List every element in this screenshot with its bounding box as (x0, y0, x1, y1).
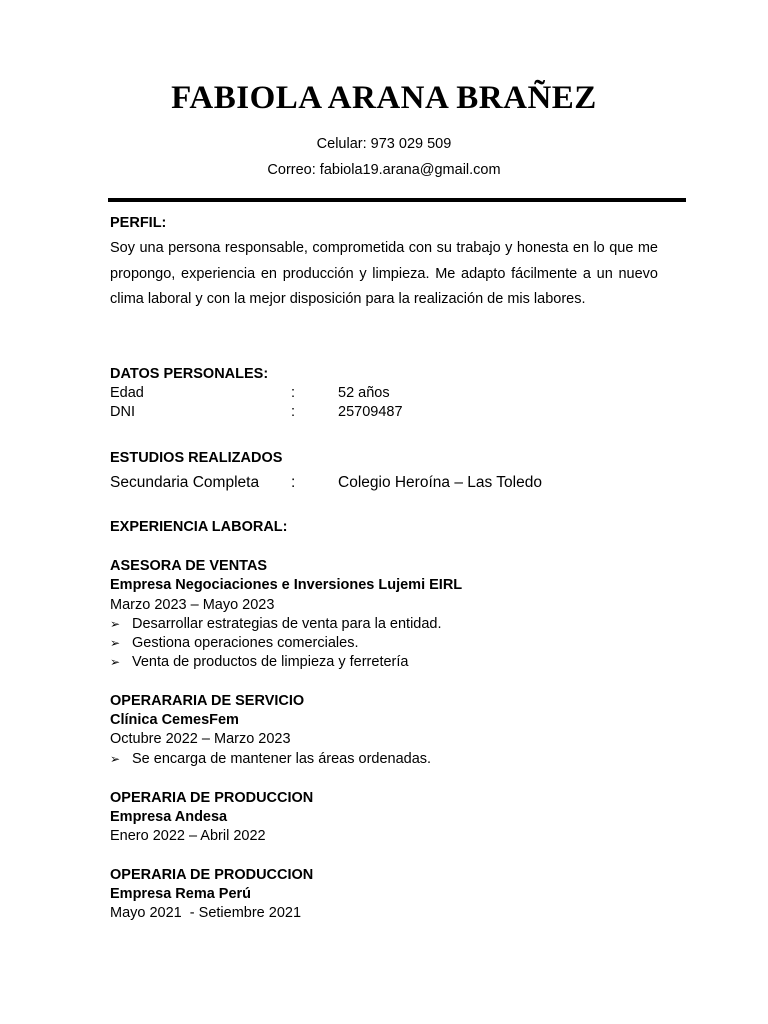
studies-heading: ESTUDIOS REALIZADOS (110, 450, 283, 466)
job-title: OPERARIA DE PRODUCCION (110, 790, 314, 806)
arrow-bullet-icon: ➢ (110, 752, 121, 766)
candidate-name: FABIOLA ARANA BRAÑEZ (171, 80, 597, 116)
personal-heading: DATOS PERSONALES: (110, 366, 269, 382)
job-task-text: Venta de productos de limpieza y ferretería (132, 654, 409, 670)
studies-separator: : (291, 474, 296, 491)
experience-heading: EXPERIENCIA LABORAL: (110, 519, 288, 535)
job-task-text: Gestiona operaciones comerciales. (132, 635, 359, 651)
job-task (110, 654, 408, 670)
email-line: Correo: fabiola19.arana@gmail.com (267, 162, 501, 178)
job-dates: Enero 2022 – Abril 2022 (110, 828, 266, 844)
job-task (110, 616, 442, 632)
studies-label: Secundaria Completa (110, 474, 260, 491)
job-title: ASESORA DE VENTAS (110, 558, 268, 574)
age-separator: : (291, 385, 296, 401)
job-company: Clínica CemesFem (110, 712, 239, 728)
arrow-bullet-icon: ➢ (110, 655, 121, 669)
job-task-text: Desarrollar estrategias de venta para la entidad. (132, 616, 442, 632)
dni-separator: : (291, 404, 296, 420)
job-dates: Mayo 2021 - Setiembre 2021 (110, 905, 302, 921)
job-company: Empresa Negociaciones e Inversiones Lujemi EIRL (110, 577, 463, 593)
job-title: OPERARARIA DE SERVICIO (110, 693, 305, 709)
job-task (110, 751, 431, 767)
job-task-text: Se encarga de mantener las áreas ordenadas. (132, 751, 432, 767)
profile-text: Soy una persona responsable, comprometida con su trabajo y honesta en lo que me propongo, experiencia en producción y limpieza. Me adapto fácilmente a un nuevo clima laboral y con la mejor disposición para la realización de mis labores. (110, 240, 658, 308)
arrow-bullet-icon: ➢ (110, 636, 121, 650)
phone-line: Celular: 973 029 509 (316, 136, 452, 152)
dni-label: DNI (110, 404, 135, 420)
age-label: Edad (110, 385, 144, 401)
job-dates: Marzo 2023 – Mayo 2023 (110, 597, 275, 613)
dni-value: 25709487 (338, 404, 403, 420)
header-divider (108, 198, 686, 202)
job-company: Empresa Rema Perú (110, 886, 252, 902)
job-company: Empresa Andesa (110, 809, 228, 825)
arrow-bullet-icon: ➢ (110, 617, 121, 631)
job-title: OPERARIA DE PRODUCCION (110, 867, 314, 883)
studies-value: Colegio Heroína – Las Toledo (338, 474, 542, 491)
job-dates: Octubre 2022 – Marzo 2023 (110, 731, 291, 747)
job-task (110, 635, 358, 651)
age-value: 52 años (338, 385, 390, 401)
profile-heading: PERFIL: (110, 215, 167, 231)
